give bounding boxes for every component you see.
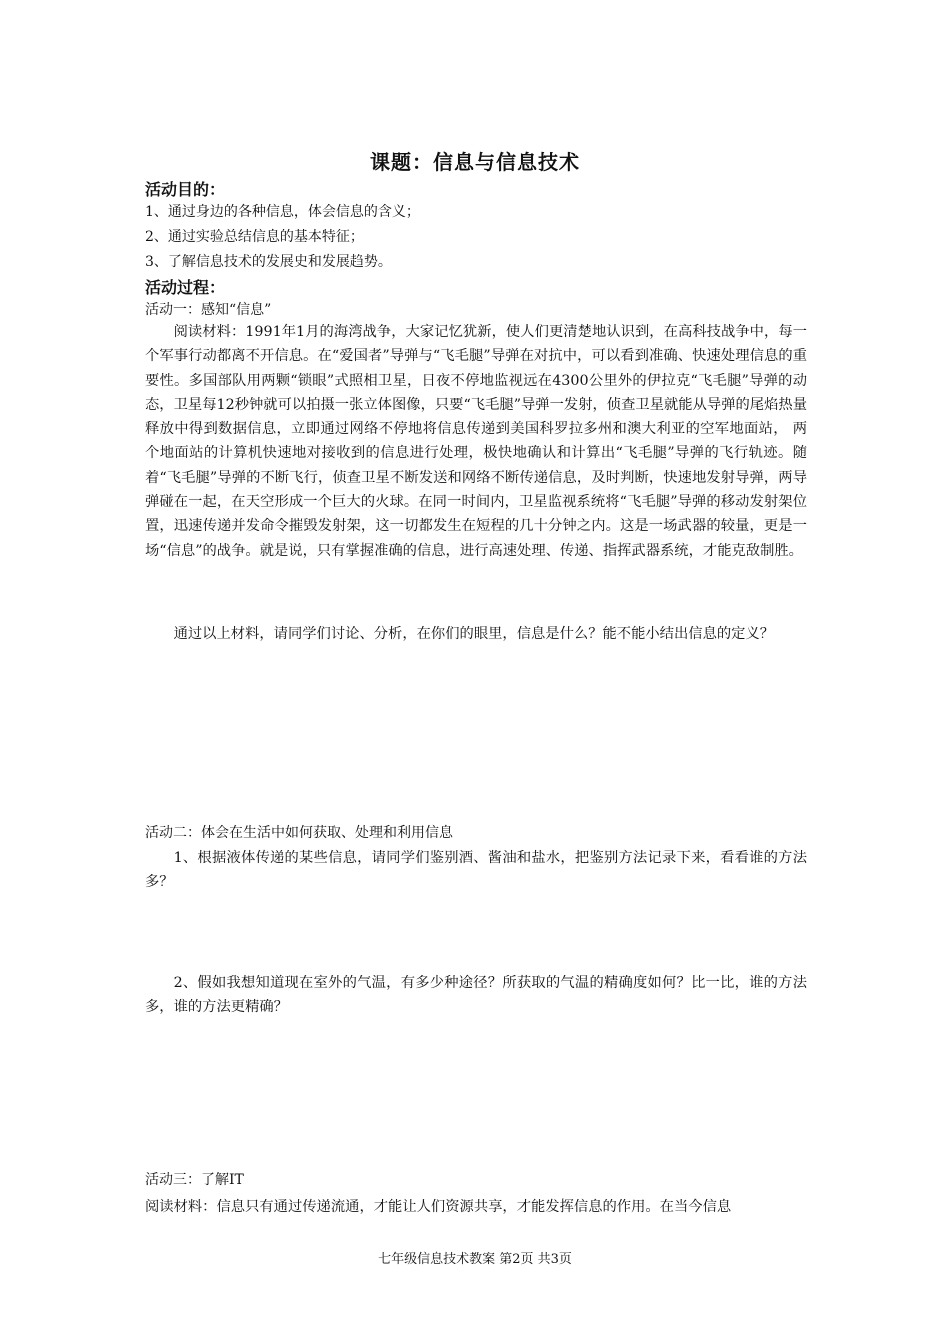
activity1-reading: 阅读材料：1991年1月的海湾战争，大家记忆犹新，使人们更清楚地认识到，在高科技战争中，每一个军事行动都离不开信息。在“爱国者”导弹与“飞毛腿”导弹在对抗中，可以看到准确、快速处理信息的重要性。多国部队用两颗“锁眼”式照相卫星，日夜不停地监视远在4300公里外的伊拉克“飞毛腿”导弹的动态，卫星每12秒钟就可以拍摄一张立体图像，只要“飞毛腿”导弹一发射，侦查卫星就能从导弹的尾焰热量释放中得到数据信息，立即通过网络不停地将信息传递到美国科罗拉多州和澳大利亚的空军地面站， 两个地面站的计算机快速地对接收到的信息进行处理，极快地确认和计算出“飞毛腿”导弹的飞行轨迹。随着“飞毛腿”导弹的不断飞行，侦查卫星不断发送和网络不断传递信息，及时判断，快速地发射导弹，两导弹碰在一起，在天空形成一个巨大的火球。在同一时间内，卫星监视系统将“飞毛腿”导弹的移动发射架位置，迅速传递并发命令摧毁发射架，这一切都发生在短程的几十分钟之内。这是一场武器的较量，更是一场“信息”的战争。就是说，只有掌握准确的信息，进行高速处理、传递、指挥武器系统，才能克敌制胜。 — [145, 324, 807, 559]
activity1-question: 通过以上材料，请同学们讨论、分析，在你们的眼里，信息是什么？能不能小结出信息的定义？ — [173, 626, 775, 642]
objective-item-1: 1、通过身边的各种信息，体会信息的含义； — [145, 204, 420, 220]
process-heading: 活动过程： — [145, 278, 226, 297]
objective-item-3: 3、了解信息技术的发展史和发展趋势。 — [145, 254, 392, 270]
activity1-title: 活动一：感知“信息” — [145, 302, 272, 318]
objective-item-2: 2、通过实验总结信息的基本特征； — [145, 229, 364, 245]
activity3-title: 活动三：了解IT — [145, 1172, 244, 1188]
activity3-reading: 阅读材料：信息只有通过传递流通，才能让人们资源共享，才能发挥信息的作用。在当今信息 — [145, 1199, 732, 1215]
activity2-question-2: 2、假如我想知道现在室外的气温，有多少种途径？所获取的气温的精确度如何？比一比，谁的方法多，谁的方法更精确？ — [145, 975, 807, 1016]
activity2-question-1: 1、根据液体传递的某些信息，请同学们鉴别酒、酱油和盐水，把鉴别方法记录下来，看看谁的方法多？ — [145, 850, 807, 891]
page-title: 课题：信息与信息技术 — [370, 150, 580, 174]
page-footer: 七年级信息技术教案 第2页 共3页 — [378, 1252, 572, 1267]
objectives-heading: 活动目的： — [145, 180, 226, 199]
activity2-title: 活动二：体会在生活中如何获取、处理和利用信息 — [145, 825, 453, 841]
